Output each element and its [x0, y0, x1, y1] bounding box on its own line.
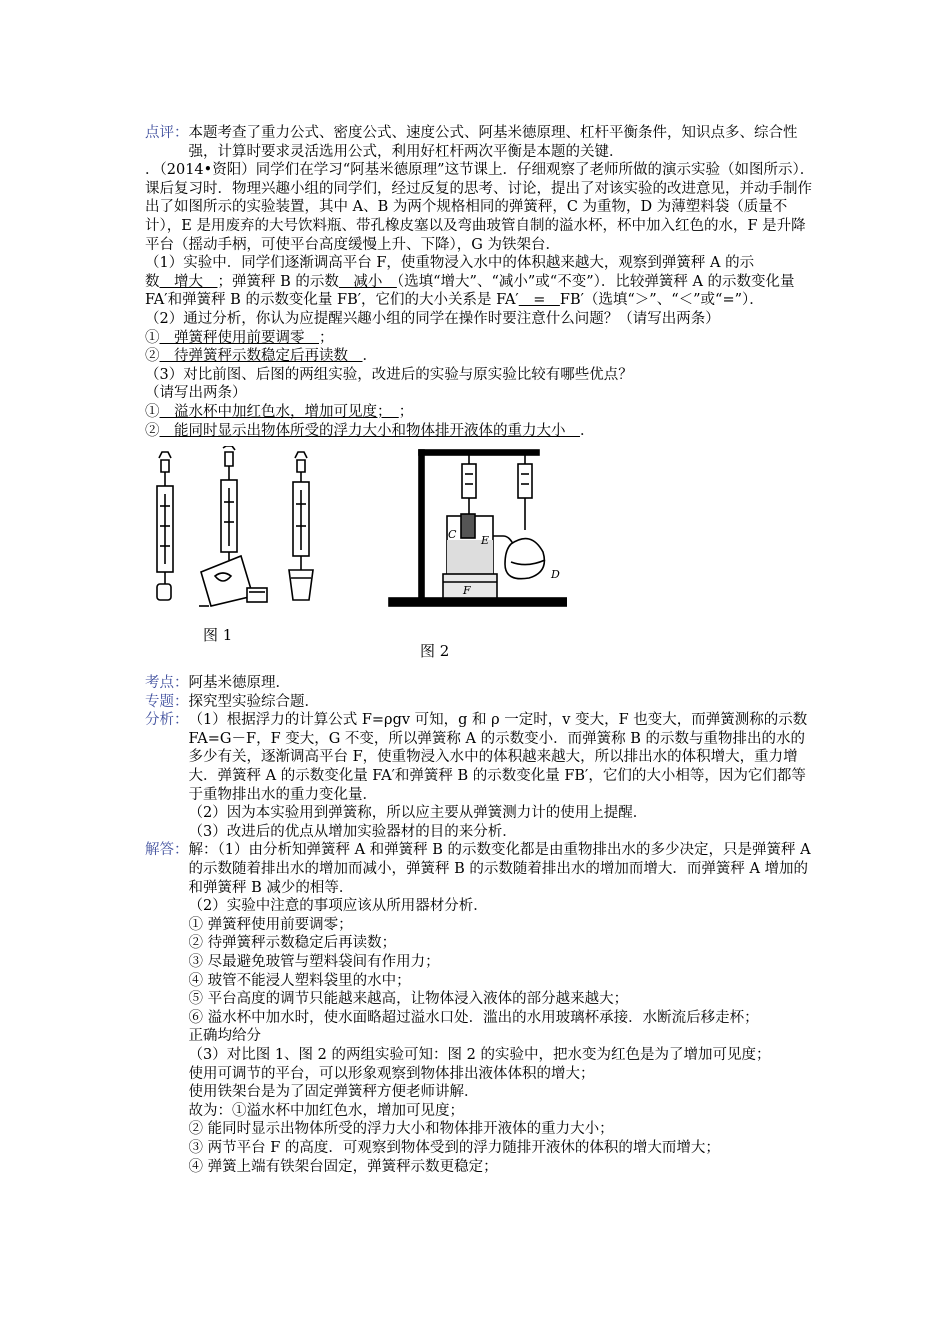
q3-answer-line-1: [145, 403, 815, 422]
answer-line: 故为：①溢水杯中加红色水，增加可见度；: [188, 1102, 464, 1119]
q1-text-a: （1）实验中．同学们逐渐调高平台 F，使重物浸入水中的体积越来越大，观察到弹簧秤 A 的示数: [145, 255, 755, 290]
figure-2-illustration: [387, 444, 567, 616]
figure-2-label-c: C: [448, 528, 457, 542]
figures-area: [145, 444, 815, 672]
question-part-2: （2）通过分析，你认为应提醒兴趣小组的同学在操作时要注意什么问题？（请写出两条）: [145, 310, 720, 327]
figure-2-label-e: E: [481, 534, 490, 548]
q3-num-2: ②: [145, 422, 160, 439]
analysis-body: [189, 711, 816, 841]
document-page: [145, 124, 815, 1176]
q3-answer-line-2: [145, 422, 815, 441]
analysis-label: 分析：: [145, 712, 189, 729]
question-part-3: （3）对比前图、后图的两组实验，改进后的实验与原实验比较有哪些优点？: [145, 366, 633, 383]
q3-end-1: ；: [398, 403, 414, 420]
answer-line: ⑥ 溢水杯中加水时，使水面略超过溢水口处．滥出的水用玻璃杯承接．水断流后移走杯；: [188, 1009, 759, 1026]
review-section: [145, 124, 815, 161]
analysis-point-1: （1）根据浮力的计算公式 F=ρgv 可知，g 和 ρ 一定时，v 变大，F 也变大，而弹簧测称的示数 FA=G－F，F 变大，G 不变，所以弹簧称 A 的示数变小．而弹簧称 B 的示数与重物排出的水的多少有关，逐渐调高平台 F，使重物浸入水中的体积越来越大，所以排出水的体积增大，重力增大．弹簧秤 A 的示数变化量 FA′和弹簧秤 B 的示数变化量 FB′，它们的大小相等，因为它们都等于重物排出水的重力变化量．: [188, 712, 808, 803]
figure-1-illustration: [145, 446, 345, 616]
topic-label: 专题：: [145, 693, 189, 710]
review-label: 点评：: [145, 125, 189, 141]
q1-answer-1: 增大: [159, 273, 218, 290]
review-text: 本题考查了重力公式、密度公式、速度公式、阿基米德原理、杠杆平衡条件，知识点多、综合性强，计算时要求灵活选用公式，利用好杠杆两次平衡是本题的关键．: [188, 125, 798, 160]
q1-text-b: ；弹簧秤 B 的示数: [217, 273, 339, 290]
topic-section: [145, 693, 815, 712]
topic-text: 探究型实验综合题．: [188, 693, 319, 710]
answer-line: ⑤ 平台高度的调节只能越来越高，让物体浸入液体的部分越来越大；: [188, 991, 629, 1008]
q2-answer-line-2: [145, 347, 815, 366]
answer-line: 解：（1）由分析知弹簧秤 A 和弹簧秤 B 的示数变化都是由重物排出水的多少决定，只是弹簧秤 A 的示数随着排出水的增加而减小，弹簧秤 B 的示数随着排出水的增加而增大．而弹簧秤 A 增加的和弹簧秤 B 减少的相等．: [188, 842, 811, 896]
answer-body: [189, 841, 816, 1176]
q3-end-2: ．: [580, 422, 595, 439]
q2-answer-1: 弹簧秤使用前要调零: [159, 329, 319, 346]
q1-text-d: FB′（选填“＞”、“＜”或“=”）．: [559, 292, 764, 309]
figure-2-label-d: D: [551, 568, 560, 582]
exam-point-text: 阿基米德原理．: [188, 675, 290, 692]
q2-end-1: ；: [319, 329, 334, 346]
figure-2-caption: 图 2: [420, 642, 450, 661]
q2-answer-line-1: [145, 329, 815, 348]
answer-line: （3）对比图 1、图 2 的两组实验可知：图 2 的实验中，把水变为红色是为了增加可见度；: [188, 1046, 771, 1063]
analysis-point-3: （3）改进后的优点从增加实验器材的目的来分析．: [188, 823, 517, 840]
question-part-3b: （请写出两条）: [145, 385, 247, 402]
answer-line: ④ 弹簧上端有铁架台固定，弹簧秤示数更稳定；: [188, 1158, 498, 1175]
question-intro: ．（2014•资阳）同学们在学习“阿基米德原理”这节课上．仔细观察了老师所做的演示实验（如图所示）．课后复习时．物理兴趣小组的同学们，经过反复的思考、讨论，提出了对该实验的改进意见，并动手制作出了如图所示的实验装置，其中 A、B 为两个规格相同的弹簧秤，C 为重物，D 为薄塑料袋（质量不计），E 是用废弃的大号饮料瓶、带孔橡皮塞以及弯曲玻管自制的溢水杯，杯中加入红色的水，F 是升降平台（摇动手柄，可使平台高度缓慢上升、下降），G 为铁架台．: [145, 162, 815, 253]
q3-answer-1: 溢水杯中加红色水，增加可见度；: [159, 403, 399, 420]
answer-label: 解答：: [145, 842, 189, 859]
figure-1-caption: 图 1: [203, 626, 233, 645]
question-part-1: [145, 254, 815, 310]
answer-line: ② 能同时显示出物体所受的浮力大小和物体排开液体的重力大小；: [188, 1121, 614, 1138]
analysis-section: [145, 711, 815, 841]
q3-answer-2: 能同时显示出物体所受的浮力大小和物体排开液体的重力大小: [159, 422, 580, 439]
q1-answer-2: 减小: [338, 273, 397, 290]
answer-line: ② 待弹簧秤示数稳定后再读数；: [188, 935, 397, 952]
answer-line: ③ 尽最避免玻管与塑料袋间有作用力；: [188, 954, 440, 970]
q1-answer-3: =: [518, 292, 560, 309]
answer-line: 使用铁架台是为了固定弹簧秤方便老师讲解．: [188, 1084, 479, 1101]
q2-end-2: ．: [362, 348, 377, 365]
q1-text-c: （选填“增大”、“减小”或“不变”）．比较弹簧秤 A 的示数变化量 FA′和弹簧秤 B 的示数变化量 FB′，它们的大小关系是 FA′: [145, 273, 795, 309]
exam-point-label: 考点：: [145, 675, 189, 692]
answer-section: [145, 841, 815, 1176]
q2-num-2: ②: [145, 348, 160, 365]
answer-line: 使用可调节的平台，可以形象观察到物体排出液体体积的增大；: [188, 1065, 595, 1082]
q2-answer-2: 待弹簧秤示数稳定后再读数: [159, 348, 363, 365]
answer-line: ① 弹簧秤使用前要调零；: [188, 916, 353, 933]
answer-line: 正确均给分: [188, 1028, 261, 1045]
exam-point-section: [145, 674, 815, 693]
figure-2-label-f: F: [463, 584, 471, 598]
answer-line: ④ 玻管不能浸人塑料袋里的水中；: [188, 972, 411, 989]
analysis-point-2: （2）因为本实验用到弹簧称，所以应主要从弹簧测力计的使用上提醒．: [188, 805, 648, 822]
q2-num-1: ①: [145, 329, 160, 346]
answer-line: ③ 两节平台 F 的高度．可观察到物体受到的浮力随排开液休的体积的增大而增大；: [188, 1139, 720, 1156]
q3-num-1: ①: [145, 403, 160, 420]
answer-line: （2）实验中注意的事项应该从所用器材分析．: [188, 898, 488, 915]
